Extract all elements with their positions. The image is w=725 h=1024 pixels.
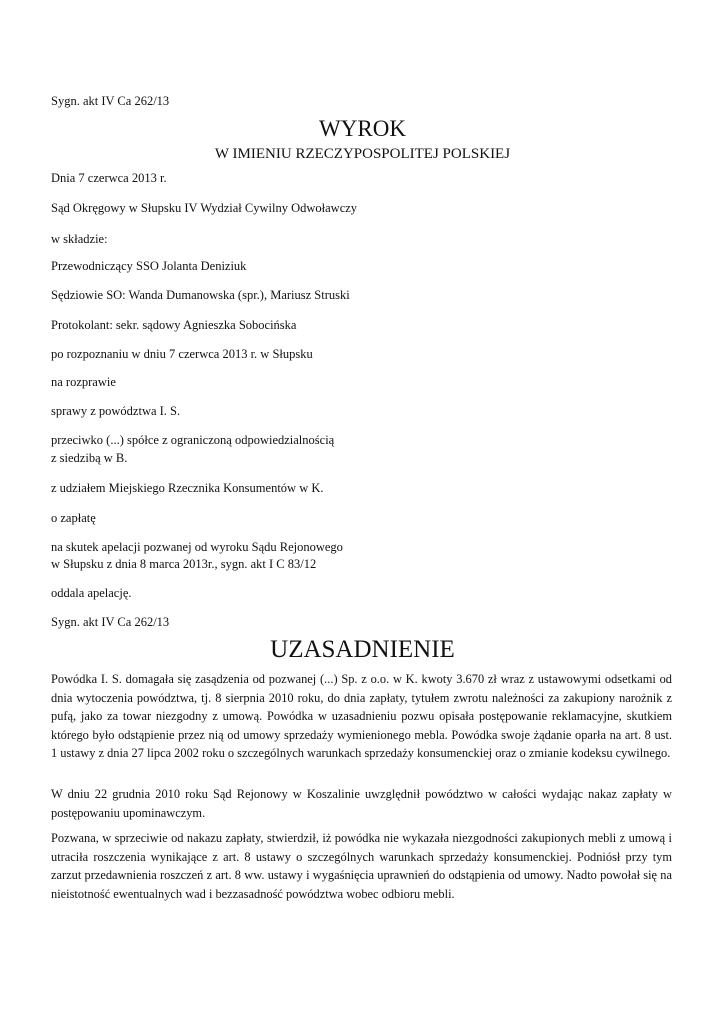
justification-signature: Sygn. akt IV Ca 262/13 xyxy=(51,615,170,629)
defendant-line-1: przeciwko (...) spółce z ograniczoną odpowiedzialnością xyxy=(51,433,335,447)
justification-paragraph-1: Powódka I. S. domagała się zasądzenia od pozwanej (...) Sp. z o.o. w K. kwoty 3.670 zł wraz z ustawowymi odsetkami od dnia wytoczenia powództwa, tj. 8 sierpnia 2010 roku, do dnia zapłaty, tytułem zwrotu należności za zakupiony narożnik z pufą, jako za towar niezgodny z umową. Powódka w uzasadnieniu pozwu opisała postępowanie reklamacyjne, skutkiem którego było odstąpienie przez nią od umowy sprzedaży wymienionego mebla. Powódka swoje żądanie oparła na art. 8 ust. 1 ustawy z dnia 27 lipca 2002 roku o szczególnych warunkach sprzedaży konsumenckiej oraz o zmianie kodeksu cywilnego. xyxy=(51,672,672,760)
case-parties: sprawy z powództwa I. S. xyxy=(51,404,181,418)
clerk: Protokolant: sekr. sądowy Agnieszka Sobocińska xyxy=(51,318,297,332)
document-subtitle: W IMIENIU RZECZYPOSPOLITEJ POLSKIEJ xyxy=(214,146,511,162)
participation: z udziałem Miejskiego Rzecznika Konsumentów w K. xyxy=(51,481,324,495)
case-subject: o zapłatę xyxy=(51,511,96,525)
appeal-line-2: w Słupsku z dnia 8 marca 2013r., sygn. akt I C 83/12 xyxy=(51,557,317,571)
document-title: WYROK xyxy=(319,116,406,141)
court-name: Sąd Okręgowy w Słupsku IV Wydział Cywilny Odwoławczy xyxy=(51,201,358,215)
justification-title: UZASADNIENIE xyxy=(270,636,455,663)
appeal-line-1: na skutek apelacji pozwanej od wyroku Sądu Rejonowego xyxy=(51,540,343,554)
decision: oddala apelację. xyxy=(51,586,132,600)
hearing-info: po rozpoznaniu w dniu 7 czerwca 2013 r. w Słupsku xyxy=(51,347,313,361)
case-signature: Sygn. akt IV Ca 262/13 xyxy=(51,94,170,108)
defendant-line-2: z siedzibą w B. xyxy=(51,451,128,465)
composition-label: w składzie: xyxy=(51,232,108,246)
verdict-date: Dnia 7 czerwca 2013 r. xyxy=(51,171,167,185)
chair-judge: Przewodniczący SSO Jolanta Deniziuk xyxy=(51,259,247,273)
judges: Sędziowie SO: Wanda Dumanowska (spr.), Mariusz Struski xyxy=(51,288,350,302)
session-type: na rozprawie xyxy=(51,375,116,389)
justification-paragraph-2: W dniu 22 grudnia 2010 roku Sąd Rejonowy w Koszalinie uwzględnił powództwo w całości wydając nakaz zapłaty w postępowaniu upominawczym. xyxy=(51,787,672,820)
justification-paragraph-3: Pozwana, w sprzeciwie od nakazu zapłaty, stwierdził, iż powódka nie wykazała niezgodności zakupionych mebli z umową i utraciła roszczenia wynikające z art. 8 ustawy o szczególnych warunkach sprzedaży konsumenckiej. Podniósł przy tym zarzut przedawnienia roszczeń z art. 8 ww. ustawy i wygaśnięcia uprawnień do odstąpienia od umowy. Nadto powołał się na nieistotność ewentualnych wad i bezzasadność powództwa wobec odbioru mebli. xyxy=(51,831,672,901)
